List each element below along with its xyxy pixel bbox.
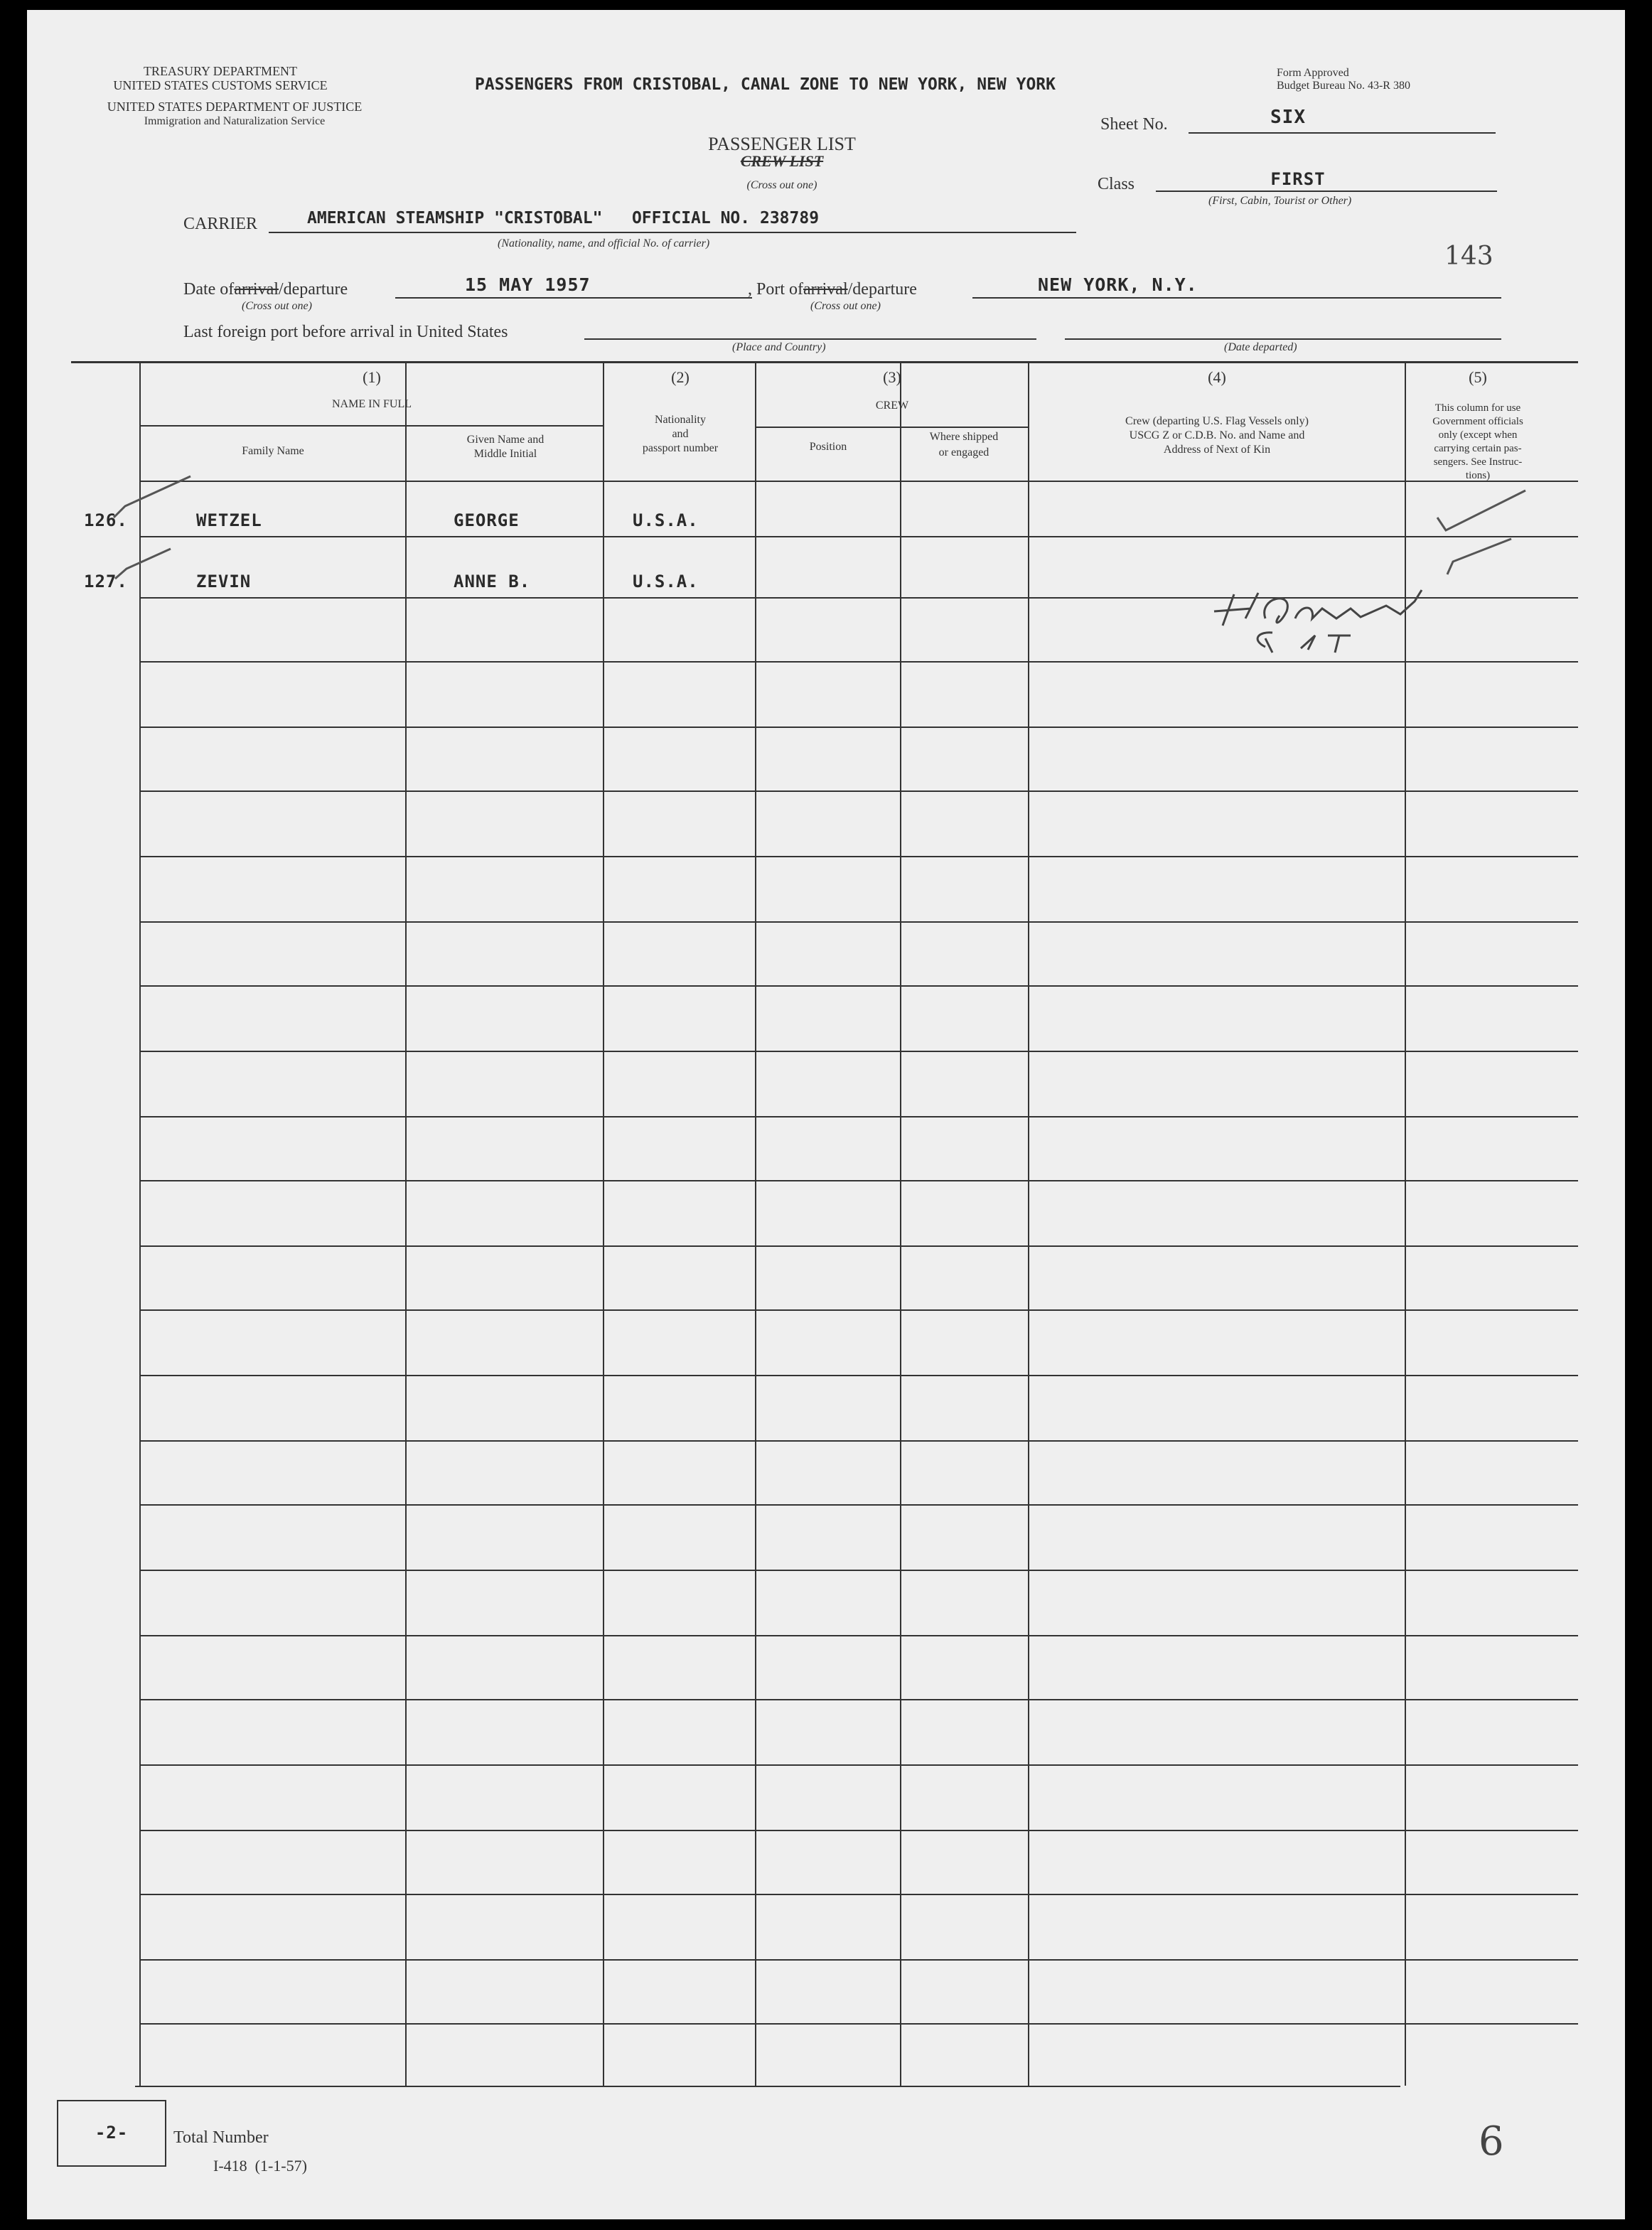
port-value: NEW YORK, N.Y. (1038, 274, 1198, 295)
where-shipped-header-2: or engaged (938, 446, 989, 459)
col4-number: (4) (1208, 368, 1226, 386)
carrier-value: AMERICAN STEAMSHIP "CRISTOBAL" OFFICIAL NO. 238789 (307, 209, 820, 227)
date-hint: (Cross out one) (242, 300, 312, 312)
col5-number: (5) (1469, 368, 1487, 386)
col1-number: (1) (363, 368, 381, 386)
col5-header-2: Government officials (1432, 416, 1523, 427)
port-prefix: , Port of (748, 280, 803, 299)
class-hint: (First, Cabin, Tourist or Other) (1208, 195, 1352, 207)
date-departed-hint: (Date departed) (1224, 341, 1297, 353)
given-name-cell: ANNE B. (454, 572, 531, 591)
family-name-header: Family Name (242, 445, 304, 457)
carrier-label: CARRIER (183, 215, 258, 233)
given-name-cell: GEORGE (454, 510, 520, 530)
budget-bureau: Budget Bureau No. 43-R 380 (1277, 80, 1410, 92)
total-number-label: Total Number (173, 2128, 269, 2147)
col5-check-marks (1437, 491, 1525, 574)
carrier-hint: (Nationality, name, and official No. of carrier) (498, 237, 710, 250)
col2-header-1: Nationality (655, 414, 706, 426)
col5-header-5: sengers. See Instruc- (1433, 456, 1523, 468)
agency-line-3: UNITED STATES DEPARTMENT OF JUSTICE (107, 100, 363, 114)
col5-header-4: carrying certain pas- (1434, 443, 1522, 454)
crew-list-struck: CREW LIST (740, 152, 824, 170)
given-name-header-1: Given Name and (466, 434, 545, 446)
nationality-cell: U.S.A. (633, 572, 699, 591)
given-name-header-2: Middle Initial (473, 448, 537, 460)
class-value: FIRST (1270, 169, 1326, 189)
position-header: Position (809, 441, 847, 453)
col3-title: CREW (875, 400, 909, 412)
cross-out-one-title: (Cross out one) (746, 179, 817, 191)
col5-header-6: tions) (1465, 470, 1491, 481)
page-number: 143 (1444, 242, 1493, 271)
passenger-list-title: PASSENGER LIST (708, 134, 856, 154)
date-suffix: /departure (278, 280, 348, 299)
form-number: I-418 (1-1-57) (213, 2157, 307, 2175)
col4-header-1: Crew (departing U.S. Flag Vessels only) (1125, 415, 1309, 427)
agency-line-4: Immigration and Naturalization Service (144, 115, 326, 127)
row-check-marks (114, 476, 191, 579)
date-value: 15 MAY 1957 (465, 274, 591, 295)
col5-header-1: This column for use (1434, 402, 1521, 414)
route-title: PASSENGERS FROM CRISTOBAL, CANAL ZONE TO NEW YORK, NEW YORK (475, 75, 1056, 94)
port-suffix: /departure (847, 280, 917, 299)
place-hint: (Place and Country) (732, 341, 826, 353)
col4-header-3: Address of Next of Kin (1163, 444, 1271, 456)
date-prefix: Date of (183, 280, 235, 299)
class-label: Class (1098, 175, 1135, 193)
date-arrival-struck: arrival (234, 280, 279, 299)
port-arrival-struck: arrival (803, 280, 848, 299)
nationality-cell: U.S.A. (633, 510, 699, 530)
col4-header-2: USCG Z or C.D.B. No. and Name and (1129, 429, 1305, 441)
row-number: 127. (84, 572, 128, 591)
port-hint: (Cross out one) (810, 300, 881, 312)
agency-line-1: TREASURY DEPARTMENT (143, 64, 298, 78)
family-name-cell: ZEVIN (196, 572, 252, 591)
sheet-value: SIX (1270, 107, 1306, 128)
family-name-cell: WETZEL (196, 510, 262, 530)
total-number-value: -2- (95, 2123, 129, 2143)
sheet-label: Sheet No. (1100, 115, 1168, 134)
last-port-label: Last foreign port before arrival in United States (183, 323, 508, 341)
col1-title: NAME IN FULL (332, 398, 412, 410)
col2-header-3: passport number (642, 442, 719, 454)
col2-number: (2) (671, 368, 690, 386)
handwritten-page-number: 6 (1479, 2118, 1504, 2165)
form-approved: Form Approved (1277, 67, 1349, 79)
inspector-signature (1214, 590, 1422, 653)
where-shipped-header-1: Where shipped (929, 431, 999, 443)
col3-number: (3) (883, 368, 901, 386)
row-number: 126. (84, 510, 128, 530)
col2-header-2: and (672, 428, 689, 440)
col5-header-3: only (except when (1438, 429, 1518, 441)
agency-line-2: UNITED STATES CUSTOMS SERVICE (113, 78, 328, 92)
